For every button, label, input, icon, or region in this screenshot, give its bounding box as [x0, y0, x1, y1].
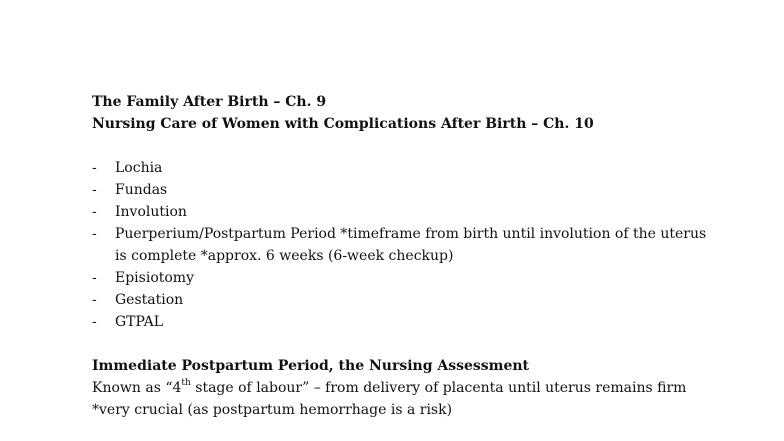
list-item-text: Involution	[115, 204, 187, 220]
list-item-text: Puerperium/Postpartum Period *timeframe from birth until involution of the uterus is complete *approx. 6 weeks (6-week checkup)	[115, 226, 707, 264]
list-item	[92, 311, 712, 333]
list-item	[92, 201, 712, 223]
assessment-text-start: Known as “4	[92, 380, 182, 396]
bullet-dash: -	[92, 182, 97, 198]
assessment-text-end: stage of labour” – from delivery of placenta until uterus remains firm *very crucial (as postpartum hemorrhage is a risk)	[92, 380, 687, 418]
chapter-9-heading: The Family After Birth – Ch. 9	[92, 94, 327, 110]
list-item	[92, 179, 712, 201]
bullet-dash: -	[92, 292, 97, 308]
bullet-dash: -	[92, 314, 97, 330]
bullet-dash: -	[92, 226, 97, 242]
list-item-text: Fundas	[115, 182, 168, 198]
list-item	[92, 223, 712, 267]
terms-list	[92, 157, 712, 333]
blank-line	[92, 333, 712, 355]
bullet-dash: -	[92, 160, 97, 176]
bullet-dash: -	[92, 204, 97, 220]
bullet-dash: -	[92, 270, 97, 286]
blank-line	[92, 135, 712, 157]
ordinal-superscript: th	[181, 378, 191, 389]
assessment-paragraph	[92, 377, 712, 421]
list-item	[92, 157, 712, 179]
list-item-text: Gestation	[115, 292, 184, 308]
list-item-text: GTPAL	[115, 314, 164, 330]
list-item	[92, 267, 712, 289]
chapter-10-heading: Nursing Care of Women with Complications After Birth – Ch. 10	[92, 116, 594, 132]
assessment-heading: Immediate Postpartum Period, the Nursing Assessment	[92, 358, 530, 374]
document-page	[92, 91, 712, 421]
list-item-text: Lochia	[115, 160, 163, 176]
list-item-text: Episiotomy	[115, 270, 194, 286]
list-item	[92, 289, 712, 311]
